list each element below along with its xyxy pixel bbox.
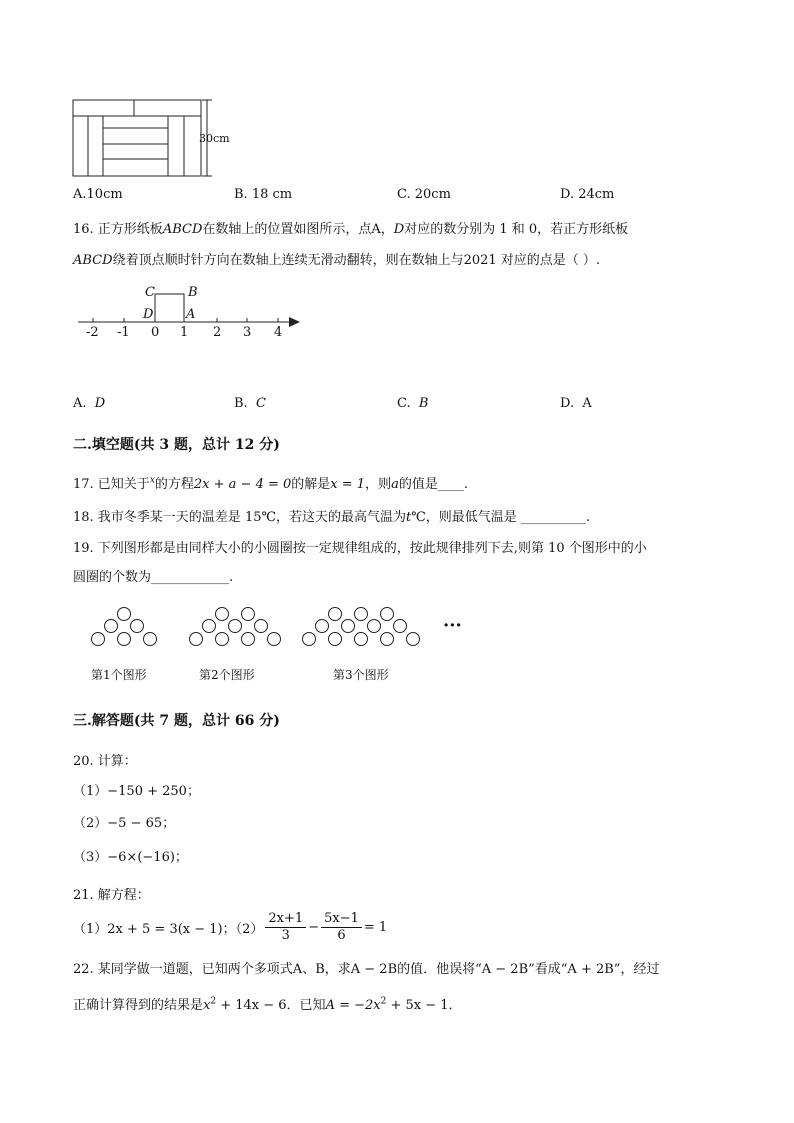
q16-line2: ABCD绕着顶点顺时针方向在数轴上连续无滑动翻转，则在数轴上与2021 对应的点是（ ）. [73,253,601,268]
tick-label: 0 [151,325,160,340]
pattern-1 [92,608,157,646]
fraction-2: $\frac{5x-1}{6}$ [321,911,362,944]
tick-label: -1 [117,325,130,340]
q20-item-2: （2）−5 − 65； [73,816,176,831]
q19-caption-1: 第1个图形 [91,668,147,682]
q16-line1: 16. 正方形纸板ABCD在数轴上的位置如图所示，点A，D对应的数分别为 1 和 0，若正方形纸板 [73,222,629,237]
point-label-c: C [145,285,155,300]
q22-line1: 22. 某同学做一道题，已知两个多项式A、B，求A − 2B的值．他误将“A − 2B”看成“A + 2B”，经过 [73,962,660,977]
q16-option-a: A. D [73,396,106,411]
q15-option-c: C. 20cm [397,187,451,202]
q21-title: 21. 解方程： [73,888,150,903]
q20-item-3: （3）−6×(−16)； [73,850,188,865]
outer-rect [73,100,201,176]
point-label-b: B [188,285,198,300]
q16-option-b: B. C [234,396,266,411]
tick-label: -2 [86,325,99,340]
q20-title: 20. 计算： [73,754,137,769]
tick-label: 3 [243,325,252,340]
pattern-3 [303,608,420,646]
q19-line1: 19. 下列图形都是由同样大小的小圆圈按一定规律组成的，按此规律排列下去,则第 10 个图形中的小 [73,541,647,556]
q19-ellipsis: ··· [443,615,462,636]
point-label-a: A [186,307,196,322]
q16-option-d: D. A [560,396,592,411]
q16-abcd-2: ABCD [73,253,113,268]
q15-option-a: A.10cm [73,187,123,202]
q16-abcd: ABCD [162,222,203,237]
fraction-1: $\frac{2x+1}{3}$ [265,911,306,944]
section-3-title: 三.解答题(共 7 题，总计 66 分) [73,713,280,729]
q22-line2: 正确计算得到的结果是$x^2 + 14x - 6$．已知$A = -2x^2 + 5x - 1$． [73,996,462,1013]
q15-dim-label: 30cm [199,132,230,145]
q21-equations: （1）2x + 5 = 3(x − 1)；（2） $\frac{2x+1}{3}$ − $\frac{5x-1}{6}$ = 1 [73,911,388,943]
q19-caption-2: 第2个图形 [199,668,255,682]
tick-label: 1 [180,325,189,340]
axis-arrow [289,317,300,327]
q19-circle-patterns [85,600,475,654]
q19-caption-3: 第3个图形 [333,668,389,682]
q15-option-b: B. 18 cm [234,187,293,202]
tick-label: 2 [213,325,222,340]
q15-option-d: D. 24cm [560,187,615,202]
q18: 18. 我市冬季某一天的温差是 15℃，若这天的最高气温为t℃，则最低气温是 __________. [73,510,591,525]
square-abcd [155,294,184,322]
pattern-2 [190,608,281,646]
section-2-title: 二.填空题(共 3 题，总计 12 分) [73,437,280,453]
q16-option-c: C. B [397,396,429,411]
q17: 17. 已知关于$^x$的方程2x + a − 4 = 0的解是x = 1，则a的值是____. [73,475,468,492]
q16-d: D [393,222,405,237]
tick-label: 4 [274,325,283,340]
point-label-d: D [143,307,154,322]
q20-item-1: （1）−150 + 250； [73,784,200,799]
q19-line2: 圆圈的个数为____________. [73,570,234,585]
